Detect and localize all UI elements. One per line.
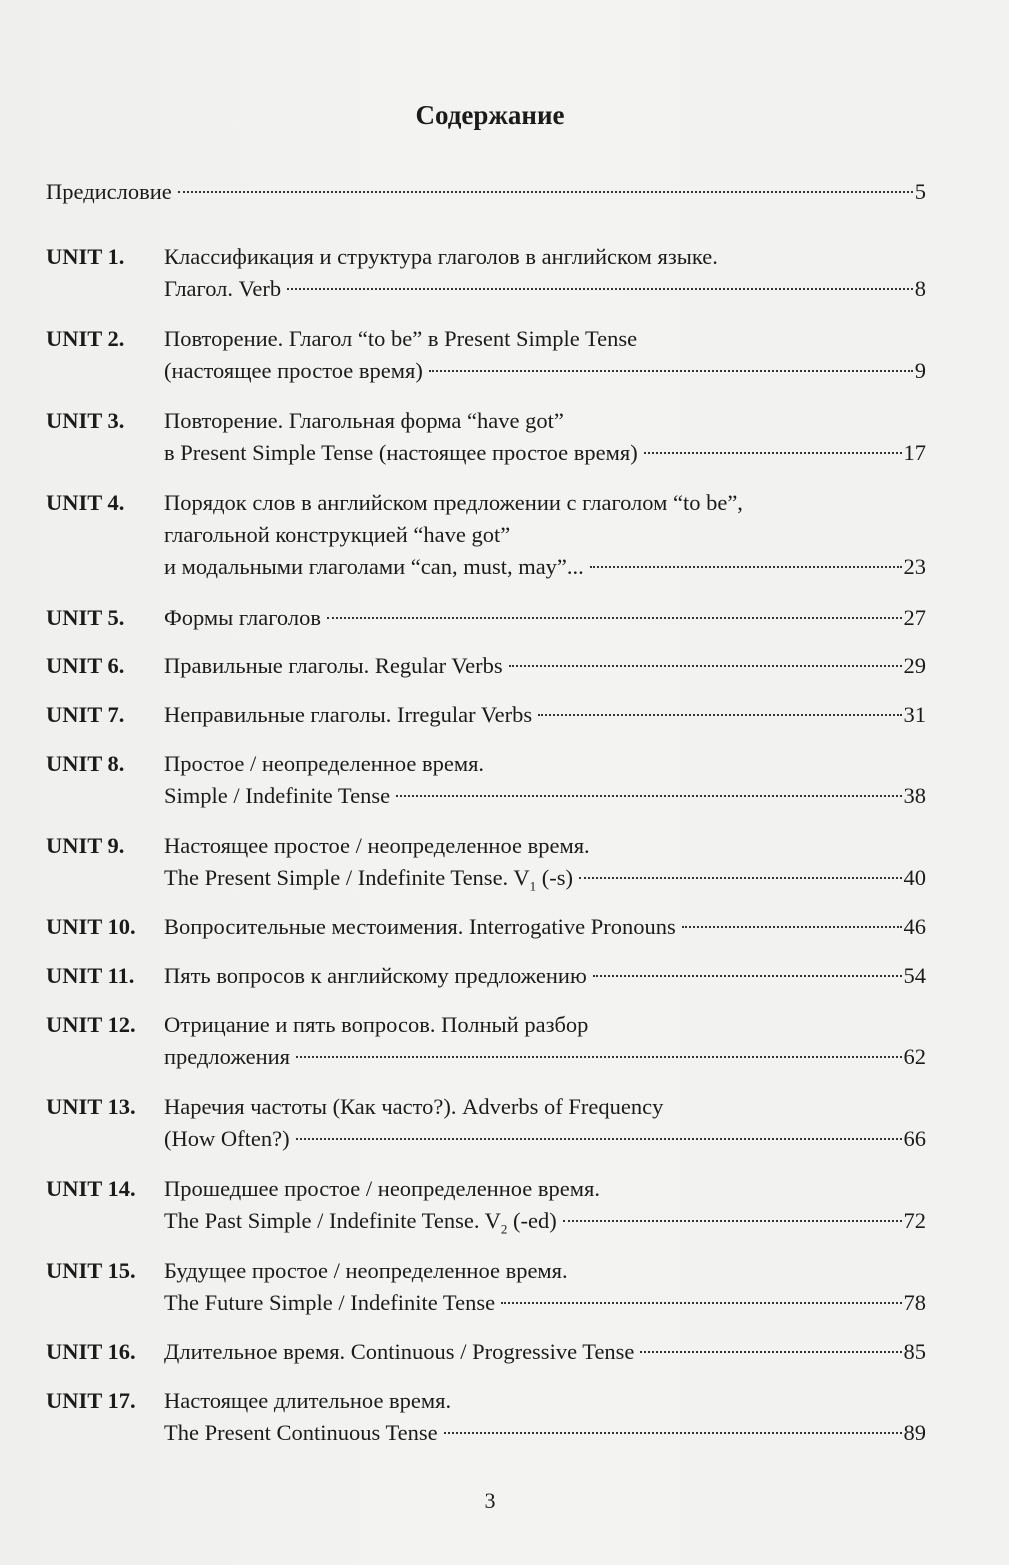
entry-body: [164, 1091, 926, 1155]
page-ref: 89: [903, 1420, 926, 1445]
entry-title-line: Порядок слов в английском предложении с глаголом “to be”,: [164, 490, 743, 515]
toc-entry: [46, 241, 926, 305]
preface-label: Предисловие: [46, 179, 172, 204]
entry-title-text: The Present Simple / Indefinite Tense. V: [164, 865, 530, 890]
page-ref: 38: [903, 783, 926, 808]
entry-body: [164, 405, 926, 469]
unit-label: UNIT 16.: [46, 1339, 136, 1364]
toc-entry: [46, 405, 926, 469]
dot-leader: [640, 1351, 901, 1353]
page-ref: 40: [903, 865, 926, 890]
entry-title-text: Длительное время. Continuous / Progressive Tense: [164, 1339, 635, 1364]
entry-body: [164, 1336, 926, 1368]
entry-title-text: Simple / Indefinite Tense: [164, 783, 391, 808]
page-title: Содержание: [415, 100, 565, 130]
dot-leader: [593, 975, 902, 977]
toc-entry: [46, 1336, 926, 1368]
dot-leader: [579, 877, 901, 879]
entry-body: [164, 960, 926, 992]
entry-title-line: [164, 780, 390, 812]
toc-entry: [46, 960, 926, 992]
page-ref: 46: [903, 914, 926, 939]
entry-title-line: Повторение. Глагол “to be” в Present Simple Tense: [164, 326, 638, 351]
dot-leader: [682, 926, 902, 928]
toc-entry: [46, 323, 926, 387]
toc-entry: [46, 1385, 926, 1449]
entry-title-text: Формы глаголов: [164, 605, 321, 630]
page-ref: 17: [903, 440, 926, 465]
entry-title-text: Пять вопросов к английскому предложению: [164, 963, 587, 988]
entry-last-line: [164, 1205, 926, 1246]
entry-title-line: [164, 960, 587, 992]
entry-title-text: The Future Simple / Indefinite Tense: [164, 1290, 496, 1315]
dot-leader: [538, 714, 901, 716]
toc-entry: [46, 1091, 926, 1155]
dot-leader: [644, 452, 902, 454]
entry-last-line: [164, 1123, 926, 1155]
entry-last-line: [164, 862, 926, 903]
entry-title-line: Наречия частоты (Как часто?). Adverbs of Frequency: [164, 1094, 664, 1119]
unit-label: UNIT 11.: [46, 963, 135, 988]
toc-entry: [46, 650, 926, 682]
entry-title-text: Правильные глаголы. Regular Verbs: [164, 653, 503, 678]
entry-last-line: [164, 273, 926, 305]
entry-title-line: Простое / неопределенное время.: [164, 751, 485, 776]
toc-entry: [46, 602, 926, 634]
entry-body: [164, 241, 926, 305]
entry-title-line: [164, 602, 321, 634]
entry-body: [164, 699, 926, 731]
entry-last-line: [164, 551, 926, 583]
unit-label: UNIT 7.: [46, 702, 125, 727]
entry-title-line: [164, 551, 584, 583]
entry-title-line: Прошедшее простое / неопределенное время.: [164, 1176, 600, 1201]
entry-title-text: Неправильные глаголы. Irregular Verbs: [164, 702, 533, 727]
page-ref: 9: [914, 358, 926, 383]
unit-label: UNIT 12.: [46, 1012, 136, 1037]
entry-last-line: [164, 960, 926, 992]
entry-title-line: [164, 911, 676, 943]
toc-entry: [46, 1255, 926, 1319]
dot-leader: [178, 191, 913, 193]
entry-title-line: [164, 1123, 290, 1155]
entry-last-line: [164, 650, 926, 682]
entry-title-text: The Present Continuous Tense: [164, 1420, 438, 1445]
unit-label: UNIT 8.: [46, 751, 125, 776]
dot-leader: [287, 288, 913, 290]
entry-title-line: [164, 1287, 495, 1319]
entry-last-line: [164, 602, 926, 634]
unit-label: UNIT 1.: [46, 244, 125, 269]
toc-entry: [46, 699, 926, 731]
entry-body: [164, 830, 926, 903]
entry-title-line: Отрицание и пять вопросов. Полный разбор: [164, 1012, 589, 1037]
verb-form-subscript: 1: [529, 878, 537, 894]
entry-last-line: [164, 355, 926, 387]
unit-label: UNIT 10.: [46, 914, 136, 939]
entry-body: [164, 1009, 926, 1073]
unit-label: UNIT 3.: [46, 408, 125, 433]
page-ref: 62: [903, 1044, 926, 1069]
entry-title-line: Классификация и структура глаголов в английском языке.: [164, 244, 718, 269]
entry-last-line: [164, 1041, 926, 1073]
entry-title-line: [164, 1205, 557, 1246]
unit-label: UNIT 2.: [46, 326, 125, 351]
dot-leader: [444, 1432, 902, 1434]
dot-leader: [296, 1138, 902, 1140]
entry-last-line: [164, 1287, 926, 1319]
page-ref: 85: [903, 1339, 926, 1364]
entry-title-line: [164, 355, 423, 387]
entry-last-line: [164, 437, 926, 469]
entry-title-line: [164, 862, 573, 903]
entry-body: [164, 602, 926, 634]
page-ref: 27: [903, 605, 926, 630]
unit-label: UNIT 14.: [46, 1176, 136, 1201]
page-ref: 8: [914, 276, 926, 301]
unit-label: UNIT 5.: [46, 605, 125, 630]
toc-entry: [46, 1173, 926, 1246]
toc-entry: [46, 830, 926, 903]
page-ref: 5: [914, 179, 926, 204]
entry-body: [164, 1173, 926, 1246]
dot-leader: [563, 1220, 902, 1222]
entry-body: [164, 1385, 926, 1449]
verb-form-subscript: 2: [500, 1221, 508, 1237]
dot-leader: [501, 1302, 901, 1304]
entry-body: [164, 487, 926, 583]
page-ref: 66: [903, 1126, 926, 1151]
unit-label: UNIT 9.: [46, 833, 125, 858]
verb-form-suffix: (-s): [536, 865, 574, 890]
page-ref: 78: [903, 1290, 926, 1315]
page-ref: 72: [903, 1208, 926, 1233]
entry-body: [164, 1255, 926, 1319]
entry-body: [164, 911, 926, 943]
entry-title-line: [164, 650, 503, 682]
entry-title-text: (настоящее простое время): [164, 358, 423, 383]
unit-label: UNIT 4.: [46, 490, 125, 515]
entry-title-line: [164, 1336, 634, 1368]
toc-entry: [46, 748, 926, 812]
entry-title-line: [164, 1041, 290, 1073]
dot-leader: [509, 665, 902, 667]
verb-form-suffix: (-ed): [507, 1208, 557, 1233]
page-ref: 54: [903, 963, 926, 988]
entry-title-line: [164, 1417, 438, 1449]
unit-label: UNIT 15.: [46, 1258, 136, 1283]
unit-label: UNIT 6.: [46, 653, 125, 678]
entry-title-text: Вопросительные местоимения. Interrogative Pronouns: [164, 914, 676, 939]
entry-title-text: Глагол. Verb: [164, 276, 282, 301]
toc-entry: [46, 1009, 926, 1073]
entry-body: [164, 650, 926, 682]
entry-title-text: (How Often?): [164, 1126, 290, 1151]
page-ref: 29: [903, 653, 926, 678]
entry-title-line: [164, 273, 281, 305]
entry-title-line: Настоящее длительное время.: [164, 1388, 452, 1413]
page-ref: 31: [903, 702, 926, 727]
entry-last-line: [164, 1336, 926, 1368]
entry-title-line: Повторение. Глагольная форма “have got”: [164, 408, 564, 433]
dot-leader: [429, 370, 913, 372]
page-number: 3: [484, 1488, 496, 1513]
entry-title-line: глагольной конструкцией “have got”: [164, 522, 511, 547]
unit-label: UNIT 13.: [46, 1094, 136, 1119]
entry-title-text: предложения: [164, 1044, 291, 1069]
dot-leader: [327, 617, 902, 619]
entry-title-text: The Past Simple / Indefinite Tense. V: [164, 1208, 501, 1233]
entry-title-text: и модальными глаголами “can, must, may”...: [164, 554, 584, 579]
entry-body: [164, 323, 926, 387]
toc-entry: [46, 487, 926, 583]
toc-entry-preface: [46, 176, 926, 208]
entry-last-line: [164, 699, 926, 731]
toc-entry: [46, 911, 926, 943]
entry-title-line: Настоящее простое / неопределенное время.: [164, 833, 590, 858]
entry-last-line: [164, 1417, 926, 1449]
entry-body: [164, 748, 926, 812]
dot-leader: [296, 1056, 901, 1058]
dot-leader: [590, 566, 902, 568]
entry-title-line: [164, 437, 638, 469]
unit-label: UNIT 17.: [46, 1388, 136, 1413]
dot-leader: [396, 795, 901, 797]
entry-last-line: [164, 780, 926, 812]
entry-last-line: [164, 911, 926, 943]
entry-title-line: Будущее простое / неопределенное время.: [164, 1258, 568, 1283]
entry-title-text: в Present Simple Tense (настоящее простое время): [164, 440, 638, 465]
entry-title-line: [164, 699, 532, 731]
page-ref: 23: [903, 554, 926, 579]
